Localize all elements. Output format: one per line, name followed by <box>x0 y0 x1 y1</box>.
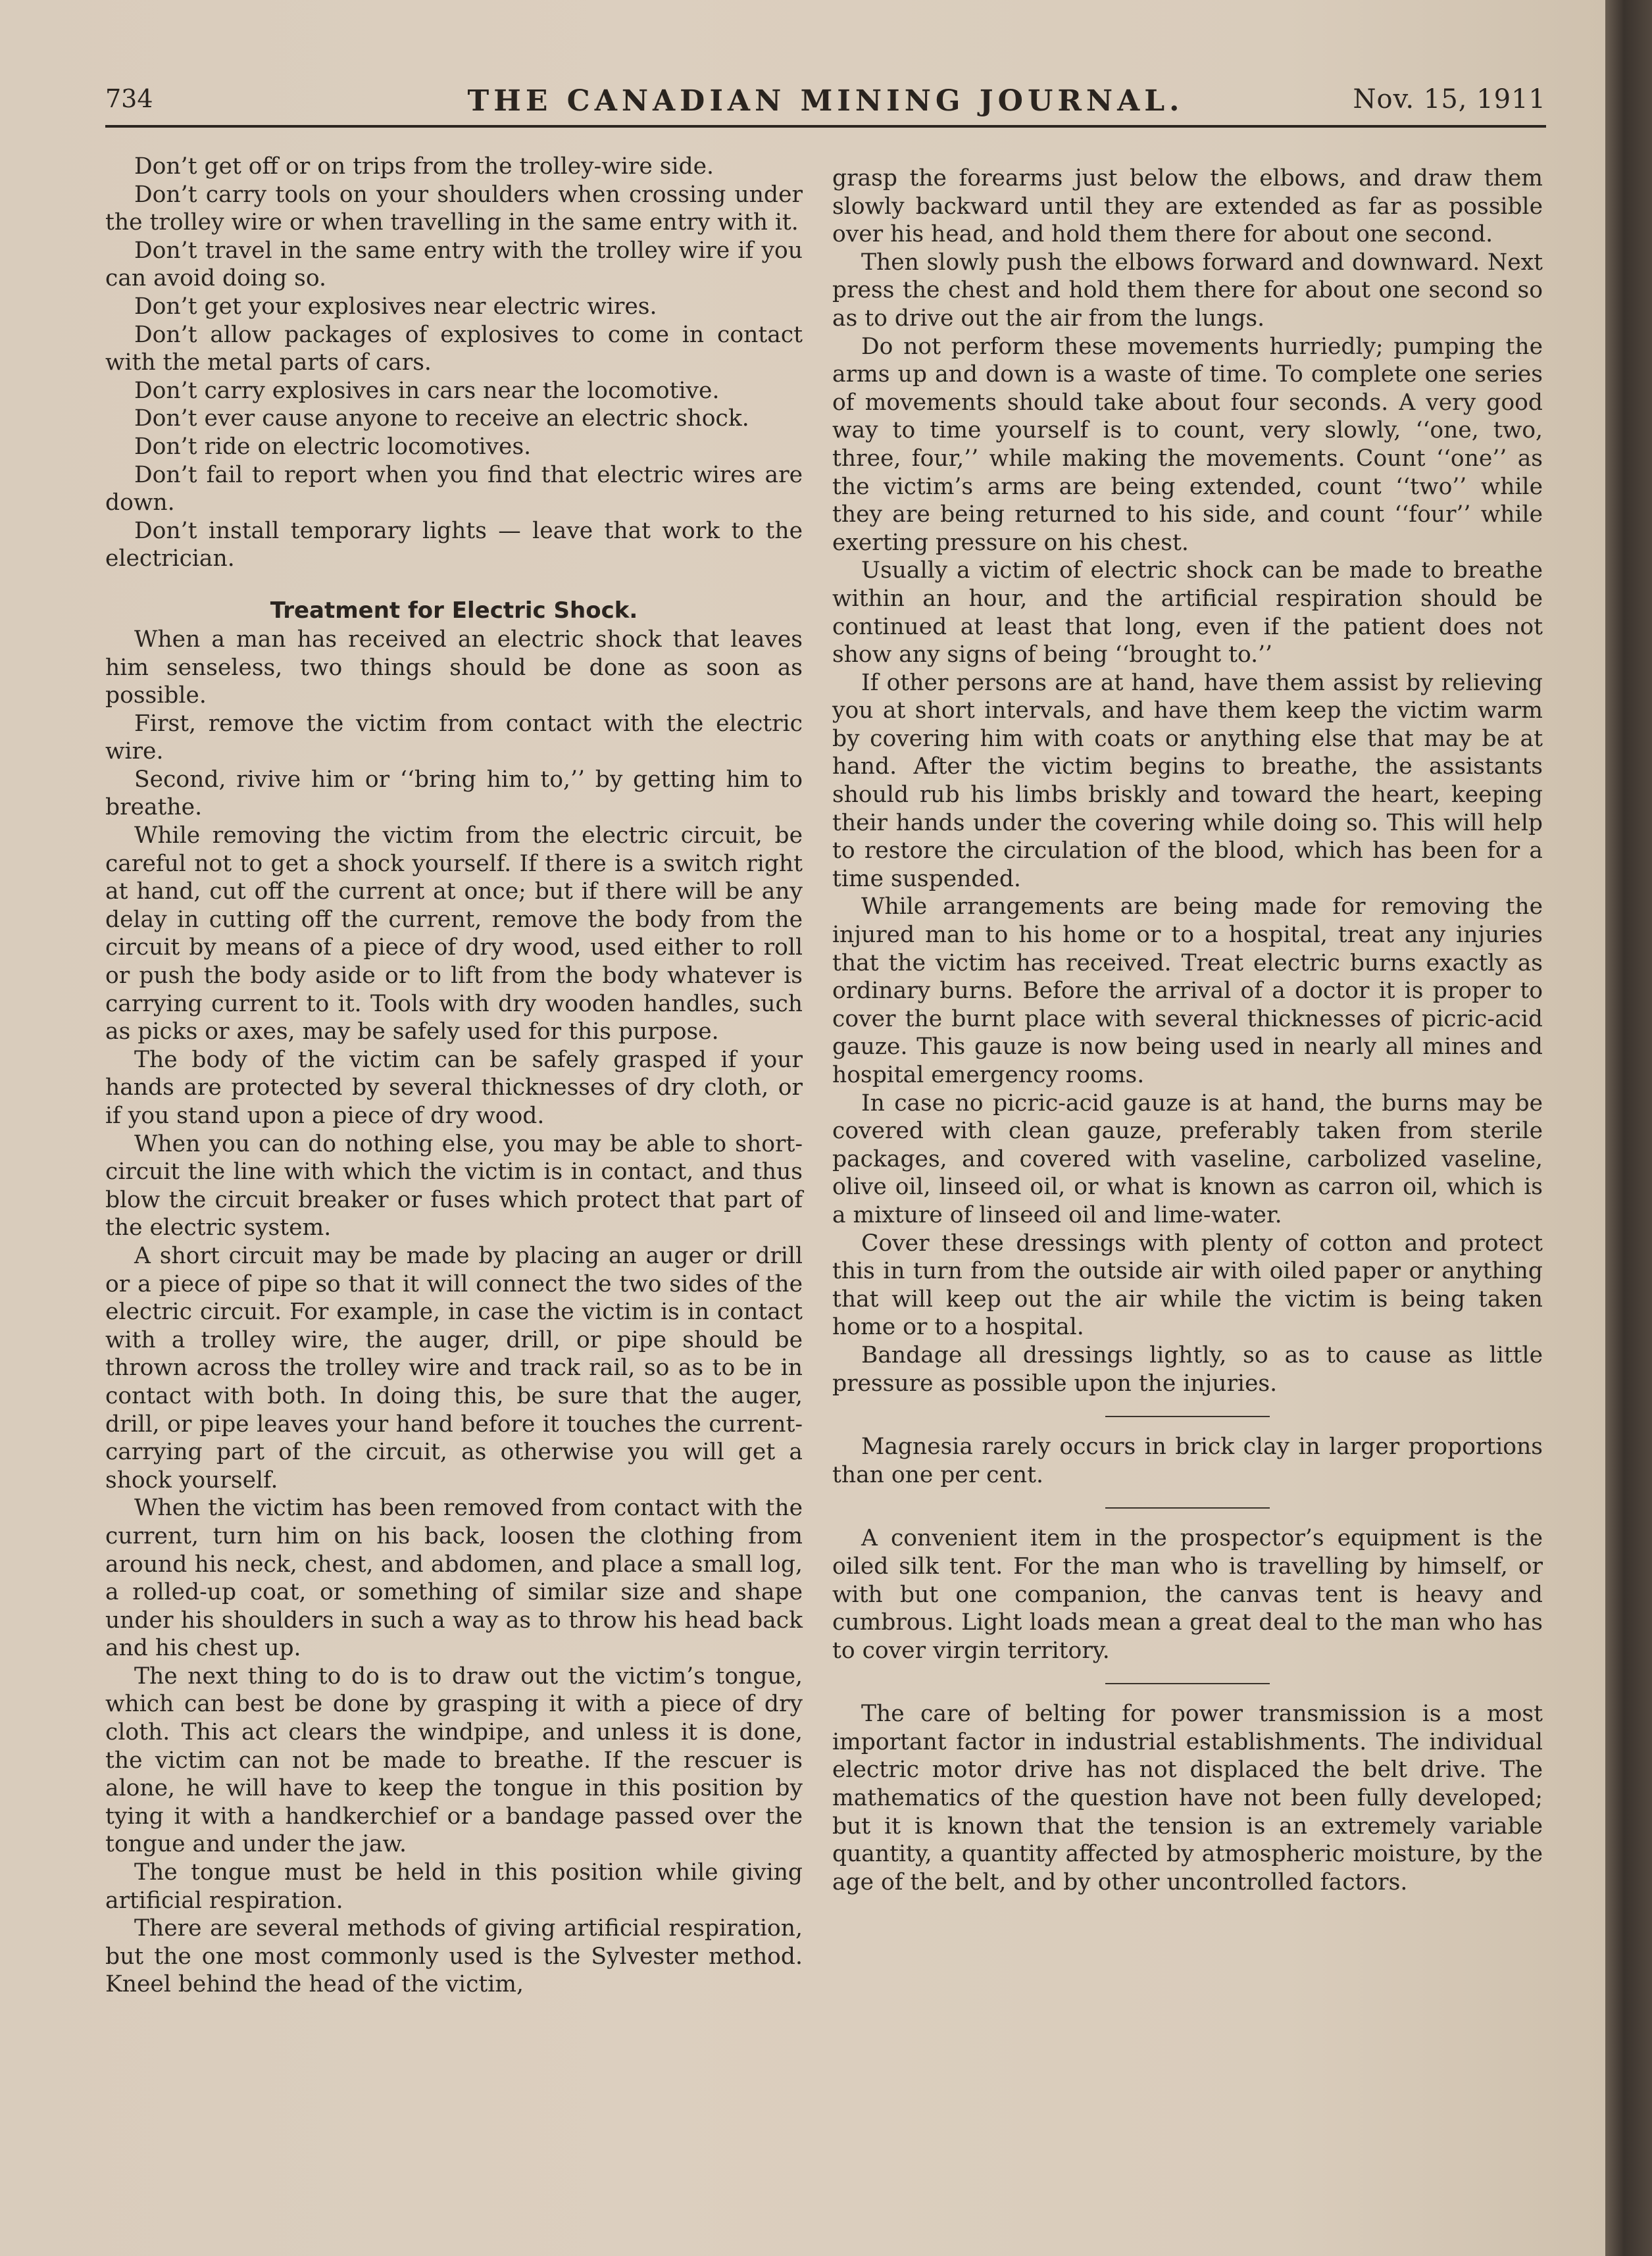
dont-item: Don’t get off or on trips from the trolley-wire side. <box>134 153 714 180</box>
dont-item: Don’t ride on electric locomotives. <box>134 433 532 460</box>
note-paragraph: Magnesia rarely occurs in brick clay in larger proportions than one per cent. <box>832 1434 1543 1488</box>
journal-title: THE CANADIAN MINING JOURNAL. <box>467 84 1184 118</box>
paragraph: When you can do nothing else, you may be able to short-circuit the line with which the victim is in contact, and thus blow the circuit breaker or fuses which protect that part of the electric system. <box>105 1130 803 1241</box>
paragraph: Bandage all dressings lightly, so as to cause as little pressure as possible upon the injuries. <box>832 1341 1543 1397</box>
dont-item: Don’t ever cause anyone to receive an electric shock. <box>134 405 749 432</box>
section-heading: Treatment for Electric Shock. <box>270 597 638 624</box>
dont-item: Don’t get your explosives near electric wires. <box>134 293 657 320</box>
paragraph: The next thing to do is to draw out the victim’s tongue, which can best be done by grasping it with a piece of dry cloth. This act clears the windpipe, and unless it is done, the victim can not be made to breathe. If the rescuer is alone, he will have to keep the tongue in this position by tying it with a handkerchief or a bandage passed over the tongue and under the jaw. <box>105 1663 803 1858</box>
page-number: 734 <box>105 84 153 113</box>
dont-item: Don’t carry explosives in cars near the locomotive. <box>134 377 720 404</box>
paragraph: If other persons are at hand, have them assist by relieving you at short intervals, and have them keep the victim warm by covering him with coats or anything else that may be at hand. After the victim begins to breathe, the assistants should rub his limbs briskly and toward the heart, keeping their hands under the covering while doing so. This will help to restore the circulation of the blood, which has been for a time suspended. <box>832 669 1543 892</box>
paragraph: When the victim has been removed from contact with the current, turn him on his back, loosen the clothing from around his neck, chest, and abdomen, and place a small log, a rolled-up coat, or something of similar size and shape under his shoulders in such a way as to throw his head back and his chest up. <box>105 1495 803 1662</box>
dont-item: Don’t travel in the same entry with the trolley wire if you can avoid doing so. <box>105 237 803 292</box>
paragraph: First, remove the victim from contact with the electric wire. <box>105 710 803 765</box>
section-divider <box>1105 1416 1270 1417</box>
issue-date: Nov. 15, 1911 <box>1353 84 1546 114</box>
header-divider <box>105 125 1546 128</box>
paragraph: The tongue must be held in this position while giving artificial respiration. <box>105 1859 803 1914</box>
page-header <box>105 84 1546 124</box>
right-column <box>832 164 1543 1896</box>
paragraph: When a man has received an electric shock that leaves him senseless, two things should be done as soon as possible. <box>105 626 803 709</box>
dont-item: Don’t install temporary lights — leave that work to the electrician. <box>105 517 803 572</box>
dont-item: Don’t allow packages of explosives to come in contact with the metal parts of cars. <box>105 321 803 376</box>
dont-item: Don’t carry tools on your shoulders when crossing under the trolley wire or when travelling in the same entry with it. <box>105 181 803 236</box>
dont-item: Don’t fail to report when you find that electric wires are down. <box>105 461 803 516</box>
paragraph: The body of the victim can be safely grasped if your hands are protected by several thicknesses of dry cloth, or if you stand upon a piece of dry wood. <box>105 1046 803 1129</box>
paragraph: There are several methods of giving artificial respiration, but the one most commonly used is the Sylvester method. Kneel behind the head of the victim, <box>105 1915 803 1998</box>
section-divider <box>1105 1507 1270 1509</box>
note-paragraph: The care of belting for power transmission is a most important factor in industrial establishments. The individual electric motor drive has not displaced the belt drive. The mathematics of the question have not been fully developed; but it is known that the tension is an extremely variable quantity, a quantity affected by atmospheric moisture, by the age of the belt, and by other uncontrolled factors. <box>832 1701 1543 1895</box>
left-column <box>105 153 803 1999</box>
paragraph: While removing the victim from the electric circuit, be careful not to get a shock yourself. If there is a switch right at hand, cut off the current at once; but if there will be any delay in cutting off the current, remove the body from the circuit by means of a piece of dry wood, used either to roll or push the body aside or to lift from the body whatever is carrying current to it. Tools with dry wooden handles, such as picks or axes, may be safely used for this purpose. <box>105 822 803 1045</box>
paragraph: A short circuit may be made by placing an auger or drill or a piece of pipe so that it will connect the two sides of the electric circuit. For example, in case the victim is in contact with a trolley wire, the auger, drill, or pipe should be thrown across the trolley wire and track rail, so as to be in contact with both. In doing this, be sure that the auger, drill, or pipe leaves your hand before it touches the current-carrying part of the circuit, as otherwise you will get a shock yourself. <box>105 1242 803 1493</box>
paragraph: Do not perform these movements hurriedly; pumping the arms up and down is a waste of time. To complete one series of movements should take about four seconds. A very good way to time yourself is to count, very slowly, ‘‘one, two, three, four,’’ while making the movements. Count ‘‘one’’ as the victim’s arms are being extended, count ‘‘two’’ while they are being returned to his side, and count ‘‘four’’ while exerting pressure on his chest. <box>832 333 1543 556</box>
paragraph: While arrangements are being made for removing the injured man to his home or to a hospital, treat any injuries that the victim has received. Treat electric burns exactly as ordinary burns. Before the arrival of a doctor it is proper to cover the burnt place with several thicknesses of picric-acid gauze. This gauze is now being used in nearly all mines and hospital emergency rooms. <box>832 893 1543 1088</box>
paragraph: In case no picric-acid gauze is at hand, the burns may be covered with clean gauze, preferably taken from sterile packages, and covered with vaseline, carbolized vaseline, olive oil, linseed oil, or what is known as carron oil, which is a mixture of linseed oil and lime-water. <box>832 1090 1543 1228</box>
paragraph-continuation: grasp the forearms just below the elbows, and draw them slowly backward until they are extended as far as possible over his head, and hold them there for about one second. <box>832 165 1543 248</box>
note-paragraph: A convenient item in the prospector’s equipment is the oiled silk tent. For the man who is travelling by himself, or with but one companion, the canvas tent is heavy and cumbrous. Light loads mean a great deal to the man who has to cover virgin territory. <box>832 1525 1543 1664</box>
paragraph: Usually a victim of electric shock can be made to breathe within an hour, and the artificial respiration should be continued at least that long, even if the patient does not show any signs of being ‘‘brought to.’’ <box>832 557 1543 668</box>
paragraph: Cover these dressings with plenty of cotton and protect this in turn from the outside air with oiled paper or anything that will keep out the air while the victim is being taken home or to a hospital. <box>832 1230 1543 1341</box>
paragraph: Then slowly push the elbows forward and downward. Next press the chest and hold them there for about one second so as to drive out the air from the lungs. <box>832 249 1543 332</box>
section-divider <box>1105 1683 1270 1684</box>
book-spine-edge <box>1605 0 1652 2256</box>
paragraph: Second, rivive him or ‘‘bring him to,’’ by getting him to breathe. <box>105 766 803 821</box>
